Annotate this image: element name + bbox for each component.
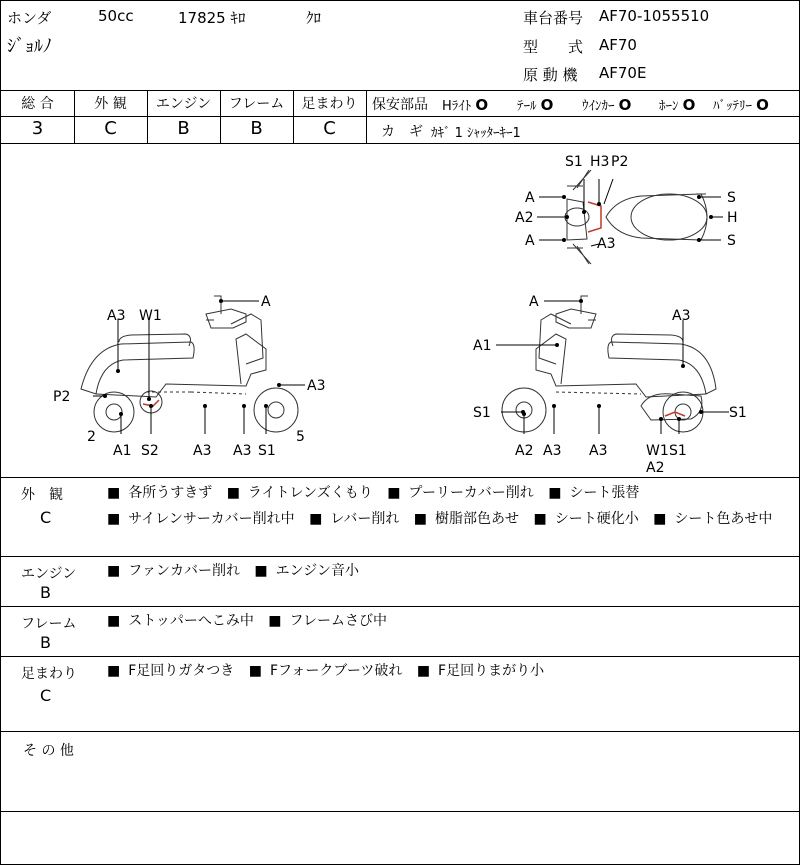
diagram-label: A <box>529 294 539 310</box>
scooter-diagram <box>1 144 799 477</box>
detail-item: ■ Fフォークブーツ破れ <box>249 658 403 684</box>
safety-item-headlight: Hﾗｲﾄ O <box>442 96 489 114</box>
key-label: カ ギ <box>381 124 423 140</box>
diagram-label: A <box>525 233 535 249</box>
divider <box>1 477 799 478</box>
score-engine: B <box>177 118 190 139</box>
diagram-label: A3 <box>589 443 608 459</box>
engine-label: 原 動 機 <box>523 66 578 84</box>
score-label-overall: 総 合 <box>21 96 54 112</box>
score-label-suspension: 足まわり <box>301 96 358 112</box>
detail-item: ■ レバー削れ <box>309 506 399 532</box>
safety-item-horn: ﾎｰﾝ O <box>659 96 696 114</box>
divider <box>1 656 799 657</box>
score-overall: 3 <box>31 118 44 139</box>
detail-item: ■ F足回りガタつき <box>107 658 234 684</box>
detail-item: ■ 樹脂部色あせ <box>414 506 519 532</box>
diagram-label: A3 <box>233 443 252 459</box>
top-view <box>565 170 707 264</box>
detail-item: ■ サイレンサーカバー削れ中 <box>107 506 295 532</box>
detail-item: ■ ファンカバー削れ <box>107 558 240 584</box>
safety-item-winker: ｳｲﾝｶｰ O <box>582 96 632 114</box>
detail-item: ■ プーリーカバー削れ <box>387 480 534 506</box>
divider <box>1 116 366 117</box>
score-label-frame: フレーム <box>228 96 285 112</box>
detail-item: ■ F足回りまがり小 <box>417 658 544 684</box>
displacement: 50cc <box>98 7 134 25</box>
detail-item: ■ シート張替 <box>548 480 639 506</box>
diagram-label: A1 <box>473 338 492 354</box>
detail-name-engine: エンジン <box>21 566 77 582</box>
diagram-label: S <box>727 233 736 249</box>
diagram-label: S1 <box>565 154 583 170</box>
score-frame: B <box>250 118 263 139</box>
key-value: ｶｷﾞ 1 ｼｬｯﾀｰｷｰ1 <box>431 126 521 141</box>
diagram-label: A2 <box>646 460 665 476</box>
diagram-label: H3 <box>590 154 610 170</box>
diagram-label: S <box>727 190 736 206</box>
model-type: AF70 <box>599 36 637 54</box>
diagram-label: A3 <box>307 378 326 394</box>
detail-items-engine <box>107 558 797 584</box>
status-mark: O <box>682 96 696 114</box>
detail-item: ■ シート色あせ中 <box>653 506 772 532</box>
detail-item: ■ シート硬化小 <box>533 506 638 532</box>
diagram-label: A2 <box>515 210 534 226</box>
detail-item: ■ 各所うすきず <box>107 480 212 506</box>
diagram-label: A3 <box>672 308 691 324</box>
safety-item-battery: ﾊﾞｯﾃﾘｰ O <box>713 96 769 114</box>
model-type-label: 型 式 <box>523 38 584 56</box>
diagram-label: P2 <box>53 389 71 405</box>
diagram-label: A3 <box>193 443 212 459</box>
divider <box>1 731 799 732</box>
divider <box>1 90 799 91</box>
diagram-label: S1 <box>729 405 747 421</box>
safety-label: 保安部品 <box>372 97 428 113</box>
status-mark: O <box>756 96 769 114</box>
diagram-label: A <box>261 294 271 310</box>
detail-grade-frame: B <box>40 633 51 652</box>
detail-item: ■ エンジン音小 <box>254 558 359 584</box>
status-mark: O <box>618 96 632 114</box>
divider <box>1 811 799 812</box>
diagram-label: W1 <box>139 308 162 324</box>
diagram-label: A <box>525 190 535 206</box>
diagram-label: S1 <box>669 443 687 459</box>
detail-item: ■ ライトレンズくもり <box>227 480 373 506</box>
diagram-label: 5 <box>296 429 305 445</box>
frame-no: AF70-1055510 <box>599 7 710 25</box>
detail-name-frame: フレーム <box>21 616 77 632</box>
diagram-label: A2 <box>515 443 534 459</box>
divider <box>366 116 799 117</box>
detail-item: ■ フレームさび中 <box>268 608 387 634</box>
score-exterior: C <box>104 118 117 139</box>
diagram-label: H <box>727 210 738 226</box>
detail-items-suspension <box>107 658 797 684</box>
diagram-label: A3 <box>543 443 562 459</box>
detail-items-frame <box>107 608 797 634</box>
detail-name-other: そ の 他 <box>23 743 74 759</box>
detail-name-suspension: 足まわり <box>21 666 77 682</box>
engine-model: AF70E <box>599 64 647 82</box>
diagram-label: A1 <box>113 443 132 459</box>
diagram-label: P2 <box>611 154 629 170</box>
divider <box>1 556 799 557</box>
diagram-label: S1 <box>473 405 491 421</box>
divider <box>366 90 367 143</box>
score-label-exterior: 外 観 <box>94 96 127 112</box>
detail-items-exterior <box>107 480 797 532</box>
detail-grade-engine: B <box>40 583 51 602</box>
diagram-label: A3 <box>597 236 616 252</box>
diagram-label: S1 <box>258 443 276 459</box>
diagram-label: A3 <box>107 308 126 324</box>
diagram-label: S2 <box>141 443 159 459</box>
maker: ホンダ <box>7 9 52 27</box>
score-suspension: C <box>323 118 336 139</box>
detail-item: ■ ストッパーへこみ中 <box>107 608 254 634</box>
status-mark: O <box>475 96 489 114</box>
model-name: ｼﾞｮﾙﾉ <box>7 36 52 57</box>
safety-item-tail: ﾃｰﾙ O <box>517 96 554 114</box>
detail-grade-exterior: C <box>40 508 52 527</box>
frame-no-label: 車台番号 <box>523 9 584 27</box>
diagram-label: W1 <box>646 443 669 459</box>
color: ｸﾛ <box>306 9 322 27</box>
divider <box>1 606 799 607</box>
status-mark: O <box>540 96 554 114</box>
detail-name-exterior: 外 観 <box>21 487 63 503</box>
diagram-label: 2 <box>87 429 96 445</box>
detail-grade-suspension: C <box>40 686 52 705</box>
score-label-engine: エンジン <box>155 96 212 112</box>
mileage: 17825 ｷﾛ <box>178 9 246 27</box>
